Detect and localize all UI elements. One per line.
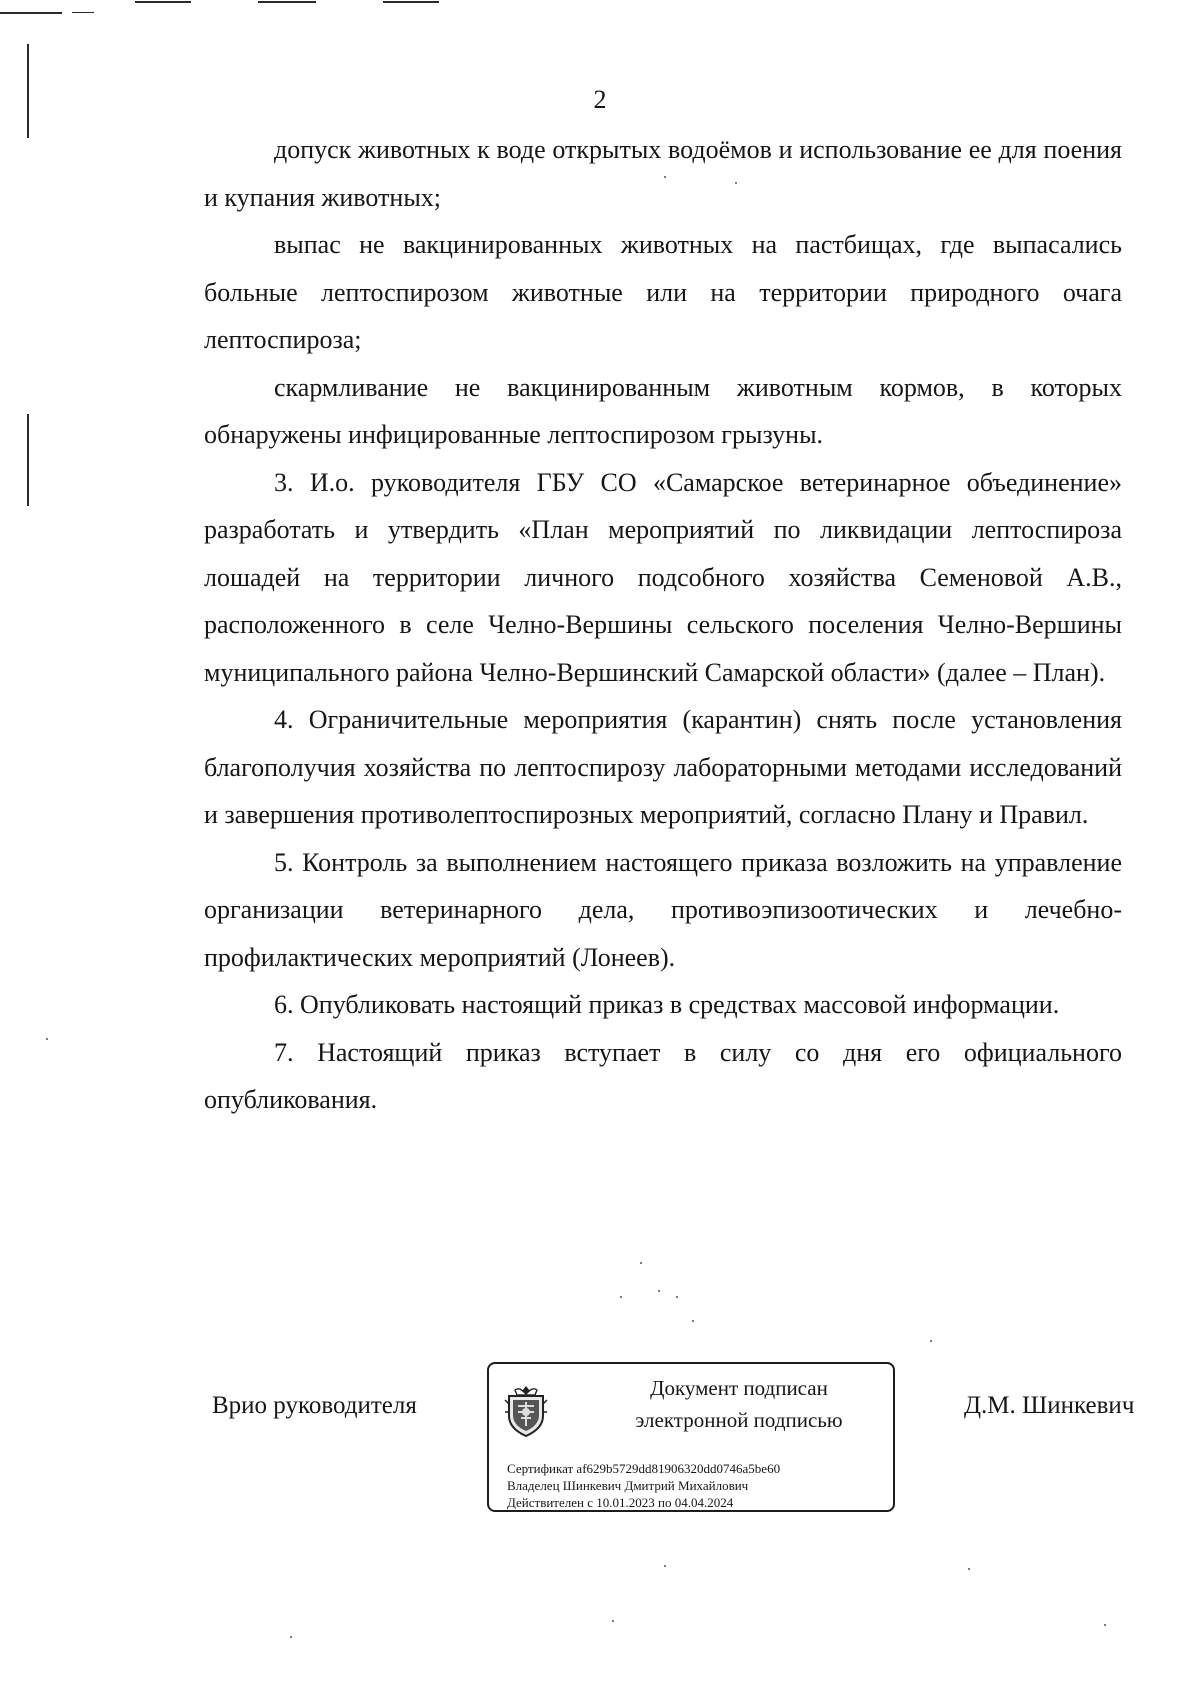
stamp-title [599,1372,879,1436]
page-number: 2 [593,85,607,114]
paragraph-feeding: скармливание не вакцинированным животным кормов, в которых обнаружены инфицированные лептоспирозом грызуны. [204,372,1122,449]
stamp-title-line2: электронной подписью [635,1408,843,1432]
scan-artifact-top-2 [72,12,94,13]
paragraph-grazing: выпас не вакцинированных животных на пастбищах, где выпасались больные лептоспирозом животные или на территории природного очага лептоспироза; [204,230,1122,354]
scan-artifact-top-1 [0,12,62,14]
scan-artifact-top-4 [258,1,316,3]
electronic-signature-stamp [487,1362,895,1512]
paragraph-item-7: 7. Настоящий приказ вступает в силу со дня его официального опубликования. [204,1037,1122,1114]
scan-noise-dot [676,1296,678,1298]
scan-noise-dot [1104,1624,1106,1626]
scan-noise-dot [290,1636,292,1638]
scan-noise-dot [658,1290,660,1292]
scan-noise-dot [930,1340,932,1342]
scan-noise-dot [664,176,666,178]
scan-noise-dot [735,182,737,184]
scan-artifact-top-3 [135,1,191,3]
scan-artifact-left-2 [27,414,29,506]
scan-noise-dot [692,1320,694,1322]
signatory-name: Д.М. Шинкевич [964,1392,1135,1419]
stamp-validity: Действителен с 10.01.2023 по 04.04.2024 [507,1495,734,1510]
paragraph-item-6: 6. Опубликовать настоящий приказ в средствах массовой информации. [274,990,1060,1019]
stamp-certificate: Сертификат af629b5729dd81906320dd0746a5be60 [507,1461,781,1476]
scan-noise-dot [968,1568,970,1570]
stamp-title-line1: Документ подписан [650,1376,828,1400]
signatory-position: Врио руководителя [212,1392,417,1419]
stamp-owner: Владелец Шинкевич Дмитрий Михайлович [507,1478,749,1493]
paragraph-item-3: 3. И.о. руководителя ГБУ СО «Самарское ветеринарное объединение» разработать и утвердить «План мероприятий по ликвидации лептоспироза лошадей на территории личного подсобного хозяйства Семеновой А.В., расположенного в селе Челно-Вершины сельского поселения Челно-Вершины муниципального района Челно-Вершинский Самарской области» (далее – План). [204,467,1122,687]
scan-noise-dot [612,1620,614,1622]
paragraph-item-4: 4. Ограничительные мероприятия (карантин) снять после установления благополучия хозяйства по лептоспирозу лабораторными методами исследований и завершения противолептоспирозных мероприятий, согласно Плану и Правил. [204,705,1122,829]
coat-of-arms-icon [503,1382,549,1438]
stamp-details [507,1460,780,1511]
paragraph-water-access: допуск животных к воде открытых водоёмов и использование ее для поения и купания животных; [204,135,1122,212]
scan-noise-dot [46,1038,48,1040]
scan-artifact-top-5 [383,1,439,3]
scan-noise-dot [640,1262,642,1264]
scan-noise-dot [664,1565,666,1567]
document-body [204,126,1122,1124]
paragraph-item-5: 5. Контроль за выполнением настоящего приказа возложить на управление организации ветеринарного дела, противоэпизоотических и лечебно-профилактических мероприятий (Лонеев). [204,847,1122,972]
scan-noise-dot [620,1296,622,1298]
